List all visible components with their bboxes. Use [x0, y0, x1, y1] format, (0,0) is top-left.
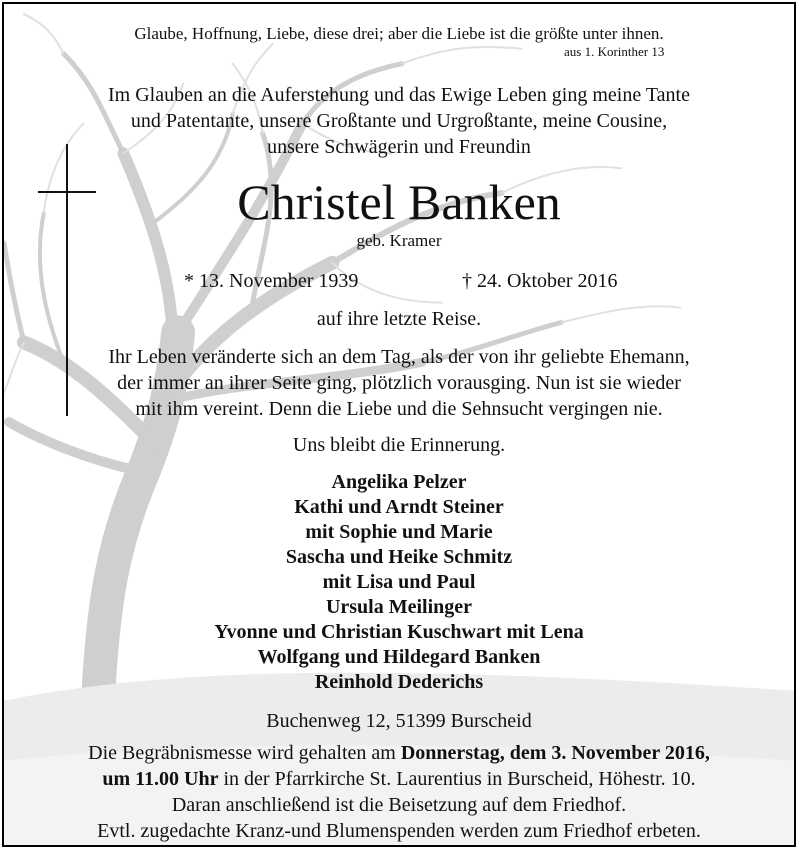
bible-quote-source: aus 1. Korinther 13 — [564, 44, 665, 59]
mourner-name: Sascha und Heike Schmitz — [285, 546, 513, 568]
memory-text: Uns bleibt die Erinnerung. — [292, 434, 506, 456]
funeral-details — [4, 740, 794, 844]
funeral-time: um 11.00 Uhr — [102, 768, 219, 790]
mourners-list — [4, 470, 794, 695]
mourner-name: Ursula Meilinger — [325, 596, 473, 618]
birth-date: * 13. November 1939 — [184, 270, 359, 292]
mourner-name: Yvonne und Christian Kuschwart mit Lena — [214, 621, 584, 643]
funeral-line-1 — [4, 740, 794, 766]
story-line: mit ihm vereint. Denn die Liebe und die Sehnsucht vergingen nie. — [135, 398, 663, 420]
mourner-name: mit Lisa und Paul — [322, 571, 476, 593]
story-line: der immer an ihrer Seite ging, plötzlich vorausging. Nun ist sie wieder — [117, 372, 681, 394]
intro-text — [4, 82, 794, 160]
intro-line: und Patentante, unsere Großtante und Urgroßtante, meine Cousine, — [130, 110, 668, 132]
funeral-line-4: Evtl. zugedachte Kranz-und Blumenspenden werden zum Friedhof erbeten. — [97, 820, 701, 842]
obituary-card — [2, 2, 796, 847]
intro-line: unsere Schwägerin und Freundin — [267, 136, 531, 158]
death-date: † 24. Oktober 2016 — [462, 270, 618, 292]
intro-line: Im Glauben an die Auferstehung und das Ewige Leben ging meine Tante — [108, 84, 690, 106]
mourner-name: Kathi und Arndt Steiner — [294, 496, 504, 518]
bible-quote: Glaube, Hoffnung, Liebe, diese drei; aber die Liebe ist die größte unter ihnen. — [134, 24, 664, 43]
deceased-name: Christel Banken — [237, 174, 561, 230]
maiden-name: geb. Kramer — [356, 231, 442, 250]
mourner-name: mit Sophie und Marie — [305, 521, 493, 543]
mourner-name: Reinhold Dederichs — [314, 671, 484, 693]
life-story — [4, 344, 794, 422]
family-address: Buchenweg 12, 51399 Burscheid — [266, 710, 532, 732]
funeral-line-3: Daran anschließend ist die Beisetzung auf dem Friedhof. — [171, 794, 627, 816]
funeral-intro: Die Begräbnismesse wird gehalten am — [88, 742, 401, 764]
funeral-date: Donnerstag, dem 3. November 2016, — [400, 742, 710, 764]
funeral-line-2 — [4, 766, 794, 792]
story-line: Ihr Leben veränderte sich an dem Tag, als der von ihr geliebte Ehemann, — [108, 346, 690, 368]
mourner-name: Angelika Pelzer — [331, 471, 467, 493]
funeral-location: in der Pfarrkirche St. Laurentius in Burscheid, Höhestr. 10. — [218, 768, 696, 790]
mourner-name: Wolfgang und Hildegard Banken — [257, 646, 541, 668]
journey-text: auf ihre letzte Reise. — [316, 308, 482, 330]
